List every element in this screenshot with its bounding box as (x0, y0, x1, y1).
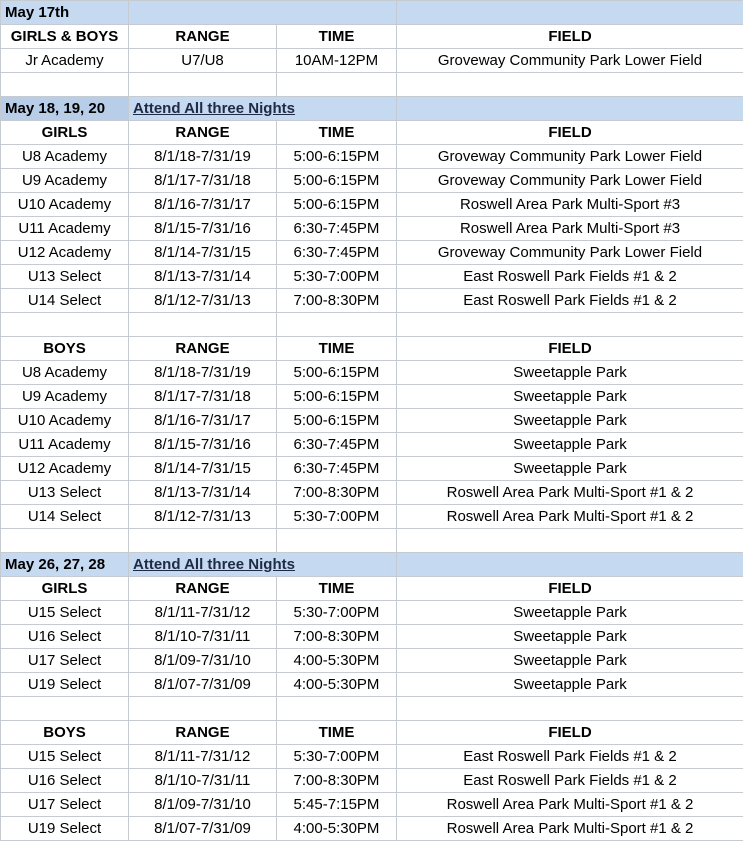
birth-range-cell: 8/1/09-7/31/10 (129, 649, 277, 673)
time-cell: 5:30-7:00PM (277, 265, 397, 289)
team-cell: U14 Select (1, 505, 129, 529)
empty-cell (129, 529, 277, 553)
time-cell: 6:30-7:45PM (277, 457, 397, 481)
table-row (1, 745, 743, 769)
time-header: TIME (277, 577, 397, 601)
time-cell: 5:00-6:15PM (277, 193, 397, 217)
field-cell: Sweetapple Park (397, 385, 743, 409)
table-row (1, 289, 743, 313)
empty-cell (129, 697, 277, 721)
time-header: TIME (277, 25, 397, 49)
field-cell: Roswell Area Park Multi-Sport #1 & 2 (397, 481, 743, 505)
birth-range-cell: 8/1/13-7/31/14 (129, 265, 277, 289)
time-cell: 5:45-7:15PM (277, 793, 397, 817)
table-row (1, 673, 743, 697)
range-header: RANGE (129, 721, 277, 745)
field-cell: Roswell Area Park Multi-Sport #3 (397, 193, 743, 217)
table-row (1, 241, 743, 265)
blank-row (1, 697, 743, 721)
table-row (1, 457, 743, 481)
table-row (1, 433, 743, 457)
field-cell: Sweetapple Park (397, 361, 743, 385)
table-row (1, 625, 743, 649)
team-cell: U12 Academy (1, 457, 129, 481)
birth-range-cell: 8/1/11-7/31/12 (129, 601, 277, 625)
field-cell: Roswell Area Park Multi-Sport #1 & 2 (397, 793, 743, 817)
empty-cell (129, 73, 277, 97)
time-cell: 6:30-7:45PM (277, 241, 397, 265)
table-row (1, 409, 743, 433)
birth-range-cell: 8/1/10-7/31/11 (129, 769, 277, 793)
table-row (1, 601, 743, 625)
birth-range-cell: 8/1/14-7/31/15 (129, 241, 277, 265)
empty-cell (1, 73, 129, 97)
time-header: TIME (277, 121, 397, 145)
field-cell: East Roswell Park Fields #1 & 2 (397, 769, 743, 793)
time-header: TIME (277, 337, 397, 361)
table-row (1, 193, 743, 217)
team-cell: U19 Select (1, 673, 129, 697)
time-cell: 7:00-8:30PM (277, 481, 397, 505)
field-cell: Sweetapple Park (397, 457, 743, 481)
empty-cell (1, 313, 129, 337)
time-cell: 5:30-7:00PM (277, 505, 397, 529)
section-date-row (1, 553, 743, 577)
time-cell: 4:00-5:30PM (277, 673, 397, 697)
range-header: RANGE (129, 25, 277, 49)
empty-cell (397, 697, 743, 721)
section-note: Attend All three Nights (129, 97, 397, 121)
team-cell: U15 Select (1, 601, 129, 625)
field-cell: Roswell Area Park Multi-Sport #1 & 2 (397, 505, 743, 529)
empty-cell (397, 73, 743, 97)
field-cell: Groveway Community Park Lower Field (397, 145, 743, 169)
team-cell: U11 Academy (1, 217, 129, 241)
empty-cell (277, 697, 397, 721)
team-cell: Jr Academy (1, 49, 129, 73)
time-cell: 5:00-6:15PM (277, 361, 397, 385)
column-header-row (1, 25, 743, 49)
table-row (1, 769, 743, 793)
time-cell: 10AM-12PM (277, 49, 397, 73)
table-row (1, 649, 743, 673)
birth-range-cell: 8/1/14-7/31/15 (129, 457, 277, 481)
birth-range-cell: 8/1/18-7/31/19 (129, 361, 277, 385)
field-cell: Roswell Area Park Multi-Sport #1 & 2 (397, 817, 743, 841)
empty-cell (277, 529, 397, 553)
time-cell: 4:00-5:30PM (277, 817, 397, 841)
field-cell: Groveway Community Park Lower Field (397, 49, 743, 73)
time-cell: 5:00-6:15PM (277, 385, 397, 409)
time-cell: 7:00-8:30PM (277, 769, 397, 793)
time-cell: 6:30-7:45PM (277, 217, 397, 241)
team-cell: U8 Academy (1, 361, 129, 385)
time-cell: 7:00-8:30PM (277, 289, 397, 313)
table-row (1, 217, 743, 241)
team-cell: U9 Academy (1, 385, 129, 409)
field-cell: Sweetapple Park (397, 649, 743, 673)
time-cell: 5:30-7:00PM (277, 601, 397, 625)
team-cell: U10 Academy (1, 409, 129, 433)
birth-range-cell: 8/1/09-7/31/10 (129, 793, 277, 817)
birth-range-cell: 8/1/15-7/31/16 (129, 217, 277, 241)
birth-range-cell: 8/1/10-7/31/11 (129, 625, 277, 649)
range-header: RANGE (129, 337, 277, 361)
empty-cell (277, 73, 397, 97)
birth-range-cell: 8/1/18-7/31/19 (129, 145, 277, 169)
birth-range-cell: 8/1/07-7/31/09 (129, 673, 277, 697)
section-date-row (1, 97, 743, 121)
field-cell: Groveway Community Park Lower Field (397, 169, 743, 193)
field-cell: Roswell Area Park Multi-Sport #3 (397, 217, 743, 241)
blank-row (1, 73, 743, 97)
section-date: May 18, 19, 20 (1, 97, 129, 121)
team-cell: U12 Academy (1, 241, 129, 265)
field-cell: Sweetapple Park (397, 673, 743, 697)
birth-range-cell: 8/1/17-7/31/18 (129, 169, 277, 193)
empty-cell (1, 529, 129, 553)
team-cell: U13 Select (1, 265, 129, 289)
range-header: RANGE (129, 121, 277, 145)
field-header: FIELD (397, 721, 743, 745)
field-header: FIELD (397, 577, 743, 601)
team-cell: U17 Select (1, 649, 129, 673)
empty-cell (129, 313, 277, 337)
field-header: FIELD (397, 25, 743, 49)
empty-cell (397, 1, 743, 25)
table-row (1, 49, 743, 73)
time-cell: 7:00-8:30PM (277, 625, 397, 649)
time-cell: 5:30-7:00PM (277, 745, 397, 769)
blank-row (1, 529, 743, 553)
section-date-row (1, 1, 743, 25)
table-row (1, 505, 743, 529)
birth-range-cell: 8/1/16-7/31/17 (129, 409, 277, 433)
table-row (1, 145, 743, 169)
field-header: FIELD (397, 121, 743, 145)
team-cell: U16 Select (1, 769, 129, 793)
time-cell: 6:30-7:45PM (277, 433, 397, 457)
team-cell: U14 Select (1, 289, 129, 313)
empty-cell (397, 529, 743, 553)
field-cell: East Roswell Park Fields #1 & 2 (397, 265, 743, 289)
group-header: GIRLS & BOYS (1, 25, 129, 49)
field-cell: East Roswell Park Fields #1 & 2 (397, 745, 743, 769)
group-header: GIRLS (1, 577, 129, 601)
birth-range-cell: 8/1/17-7/31/18 (129, 385, 277, 409)
team-cell: U11 Academy (1, 433, 129, 457)
section-note (129, 1, 397, 25)
team-cell: U19 Select (1, 817, 129, 841)
field-cell: Sweetapple Park (397, 601, 743, 625)
birth-range-cell: 8/1/07-7/31/09 (129, 817, 277, 841)
group-header: BOYS (1, 721, 129, 745)
column-header-row (1, 337, 743, 361)
table-row (1, 361, 743, 385)
group-header: GIRLS (1, 121, 129, 145)
blank-row (1, 313, 743, 337)
team-cell: U15 Select (1, 745, 129, 769)
group-header: BOYS (1, 337, 129, 361)
team-cell: U8 Academy (1, 145, 129, 169)
birth-range-cell: U7/U8 (129, 49, 277, 73)
field-header: FIELD (397, 337, 743, 361)
empty-cell (397, 97, 743, 121)
range-header: RANGE (129, 577, 277, 601)
time-cell: 5:00-6:15PM (277, 409, 397, 433)
birth-range-cell: 8/1/13-7/31/14 (129, 481, 277, 505)
field-cell: Sweetapple Park (397, 433, 743, 457)
team-cell: U13 Select (1, 481, 129, 505)
team-cell: U10 Academy (1, 193, 129, 217)
time-header: TIME (277, 721, 397, 745)
table-row (1, 793, 743, 817)
empty-cell (277, 313, 397, 337)
column-header-row (1, 721, 743, 745)
time-cell: 5:00-6:15PM (277, 145, 397, 169)
field-cell: East Roswell Park Fields #1 & 2 (397, 289, 743, 313)
birth-range-cell: 8/1/16-7/31/17 (129, 193, 277, 217)
empty-cell (1, 697, 129, 721)
section-date: May 17th (1, 1, 129, 25)
time-cell: 4:00-5:30PM (277, 649, 397, 673)
column-header-row (1, 577, 743, 601)
section-date: May 26, 27, 28 (1, 553, 129, 577)
team-cell: U9 Academy (1, 169, 129, 193)
empty-cell (397, 313, 743, 337)
table-row (1, 481, 743, 505)
field-cell: Sweetapple Park (397, 625, 743, 649)
birth-range-cell: 8/1/11-7/31/12 (129, 745, 277, 769)
column-header-row (1, 121, 743, 145)
field-cell: Sweetapple Park (397, 409, 743, 433)
table-row (1, 385, 743, 409)
schedule-body (1, 1, 743, 841)
team-cell: U17 Select (1, 793, 129, 817)
empty-cell (397, 553, 743, 577)
field-cell: Groveway Community Park Lower Field (397, 241, 743, 265)
birth-range-cell: 8/1/12-7/31/13 (129, 289, 277, 313)
section-note: Attend All three Nights (129, 553, 397, 577)
table-row (1, 169, 743, 193)
birth-range-cell: 8/1/12-7/31/13 (129, 505, 277, 529)
birth-range-cell: 8/1/15-7/31/16 (129, 433, 277, 457)
table-row (1, 265, 743, 289)
table-row (1, 817, 743, 841)
team-cell: U16 Select (1, 625, 129, 649)
time-cell: 5:00-6:15PM (277, 169, 397, 193)
